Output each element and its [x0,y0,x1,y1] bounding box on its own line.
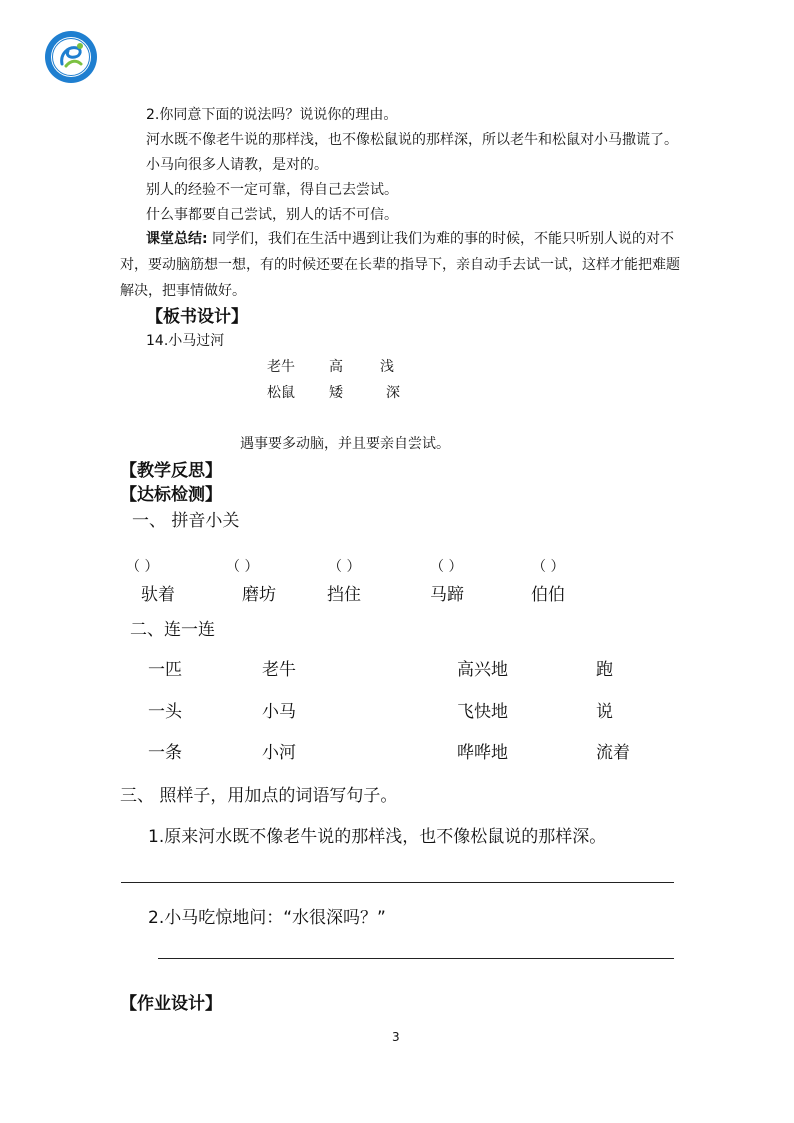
answer-line [158,958,674,959]
matching-left-item: 一条 [148,743,182,763]
test-heading: 【达标检测】 [120,485,222,505]
pinyin-word: 挡住 [327,585,361,605]
pinyin-section-title: 一、 拼音小关 [132,511,240,531]
sentence-section-title: 三、 照样子，用加点的词语写句子。 [120,786,398,806]
class-summary [120,226,680,304]
class-summary-text: 同学们，我们在生活中遇到让我们为难的事的时候，不能只听别人说的对不对，要动脑筋想一想，有的时候还要在长辈的指导下，亲自动手去试一试，这样才能把难题解决，把事情做好。 [120,231,680,299]
matching-left-item: 老牛 [262,660,296,680]
answer-line [121,882,674,883]
discussion-item: 什么事都要自己尝试，别人的话不可信。 [146,207,398,223]
discussion-question: 2.你同意下面的说法吗？说说你的理由。 [146,107,398,123]
board-design-heading: 【板书设计】 [146,307,248,327]
school-seal-logo [44,30,98,84]
page-number: 3 [392,1030,400,1044]
board-cell: 深 [386,385,400,401]
pinyin-word: 驮着 [141,585,175,605]
board-cell: 松鼠 [267,385,295,401]
pinyin-bracket: （ ） [532,559,565,575]
board-lesson-title: 14.小马过河 [146,333,225,349]
teaching-reflection-heading: 【教学反思】 [120,461,222,481]
discussion-item: 别人的经验不一定可靠，得自己去尝试。 [146,182,398,198]
matching-left-item: 一匹 [148,660,182,680]
board-cell: 高 [329,359,343,375]
board-cell: 老牛 [267,359,295,375]
pinyin-bracket: （ ） [328,559,361,575]
class-summary-label: 课堂总结 [146,231,202,247]
matching-left-item: 一头 [148,702,182,722]
discussion-item: 河水既不像老牛说的那样浅，也不像松鼠说的那样深，所以老牛和松鼠对小马撒谎了。 [146,132,678,148]
pinyin-bracket: （ ） [226,559,259,575]
discussion-item: 小马向很多人请教，是对的。 [146,157,328,173]
matching-right-item: 说 [596,702,613,722]
pinyin-word: 伯伯 [531,585,565,605]
sentence-example: 2.小马吃惊地问：“水很深吗？” [148,908,386,928]
pinyin-bracket: （ ） [126,559,159,575]
matching-right-item: 哗哗地 [457,743,508,763]
matching-section-title: 二、连一连 [130,620,215,640]
board-cell: 矮 [329,385,343,401]
matching-right-item: 高兴地 [457,660,508,680]
pinyin-bracket: （ ） [430,559,463,575]
pinyin-word: 马蹄 [430,585,464,605]
pinyin-word: 磨坊 [242,585,276,605]
matching-right-item: 飞快地 [457,702,508,722]
matching-left-item: 小马 [262,702,296,722]
matching-right-item: 流着 [596,743,630,763]
matching-right-item: 跑 [596,660,613,680]
board-cell: 浅 [380,359,394,375]
board-conclusion: 遇事要多动脑，并且要亲自尝试。 [240,436,450,452]
homework-heading: 【作业设计】 [120,994,222,1014]
sentence-example: 1.原来河水既不像老牛说的那样浅，也不像松鼠说的那样深。 [148,827,607,847]
class-summary-colon: : [202,231,208,247]
matching-left-item: 小河 [262,743,296,763]
